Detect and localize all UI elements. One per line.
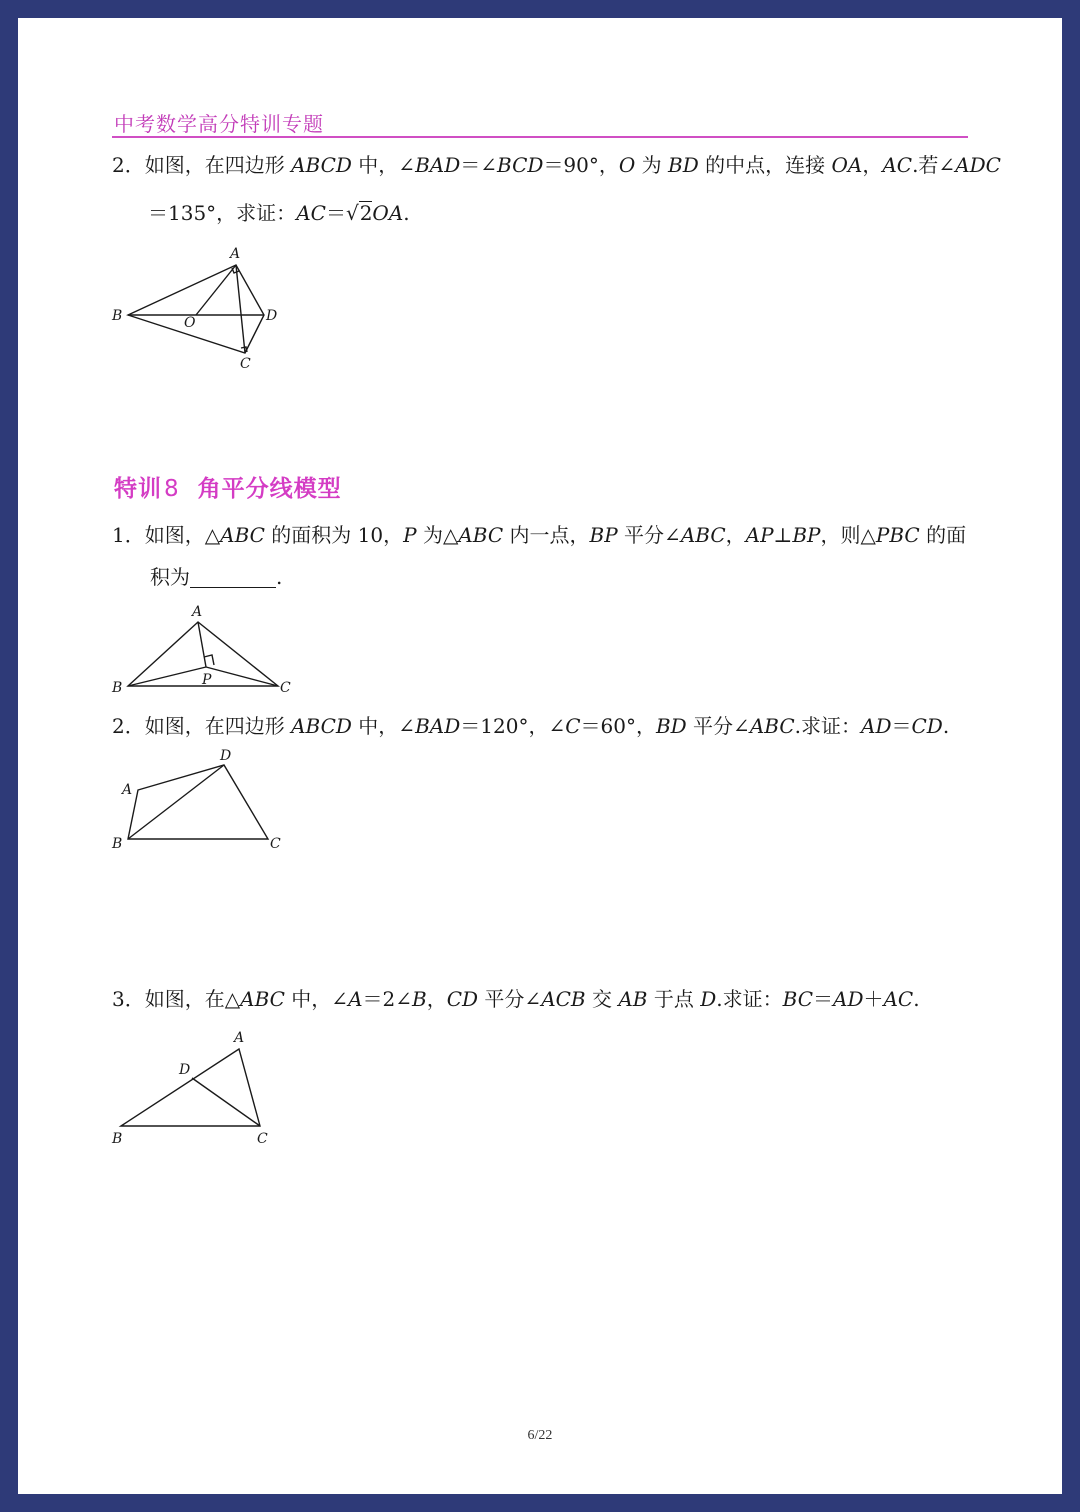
top-problem-figure	[108, 246, 288, 376]
problem-1-line1: 1．如图，△ABC 的面积为 10，P 为△ABC 内一点，BP 平分∠ABC，AP⊥BP，则△PBC 的面	[112, 523, 967, 547]
diagonal-bd	[128, 765, 224, 839]
answer-blank[interactable]	[190, 567, 276, 588]
triangle-abc	[121, 1049, 260, 1126]
label-d: D	[266, 308, 278, 324]
label-a: A	[230, 246, 241, 262]
label-d: D	[220, 748, 232, 764]
problem-2-figure	[108, 748, 308, 858]
document-page	[18, 18, 1062, 1494]
section-title: 特训8 角平分线模型	[114, 476, 342, 502]
top-problem-line2: ＝135°，求证：AC＝√2OA.	[148, 201, 410, 225]
label-c: C	[257, 1131, 268, 1147]
problem-3-figure	[108, 1028, 298, 1153]
label-c: C	[270, 836, 281, 852]
label-o: O	[184, 315, 196, 331]
problem-1-figure	[108, 604, 308, 704]
label-c: C	[280, 680, 291, 696]
top-problem-line1: 2．如图，在四边形 ABCD 中，∠BAD＝∠BCD＝90°，O 为 BD 的中点，连接 OA，AC.若∠ADC	[112, 153, 1001, 177]
label-p: P	[202, 672, 212, 688]
header-title: 中考数学高分特训专题	[114, 112, 324, 136]
segment-ap	[198, 622, 206, 667]
segment-cd	[192, 1078, 260, 1126]
problem-3-line1: 3．如图，在△ABC 中，∠A＝2∠B，CD 平分∠ACB 交 AB 于点 D.求证：BC＝AD＋AC.	[112, 987, 920, 1011]
problem-2-line1: 2．如图，在四边形 ABCD 中，∠BAD＝120°，∠C＝60°，BD 平分∠ABC.求证：AD＝CD.	[112, 714, 950, 738]
label-c: C	[240, 356, 251, 372]
label-a: A	[122, 782, 133, 798]
segment-bp	[128, 667, 206, 686]
problem-1-line2: 积为 .	[150, 565, 283, 589]
label-b: B	[112, 836, 123, 852]
label-b: B	[112, 680, 123, 696]
page-number: 6/22	[527, 1428, 553, 1443]
header-divider	[112, 136, 968, 138]
quad-abcd	[128, 765, 268, 839]
segment-oa	[196, 265, 236, 315]
label-b: B	[112, 1131, 123, 1147]
label-a: A	[192, 604, 203, 620]
label-a: A	[234, 1030, 245, 1046]
label-d: D	[179, 1062, 191, 1078]
label-b: B	[112, 308, 123, 324]
